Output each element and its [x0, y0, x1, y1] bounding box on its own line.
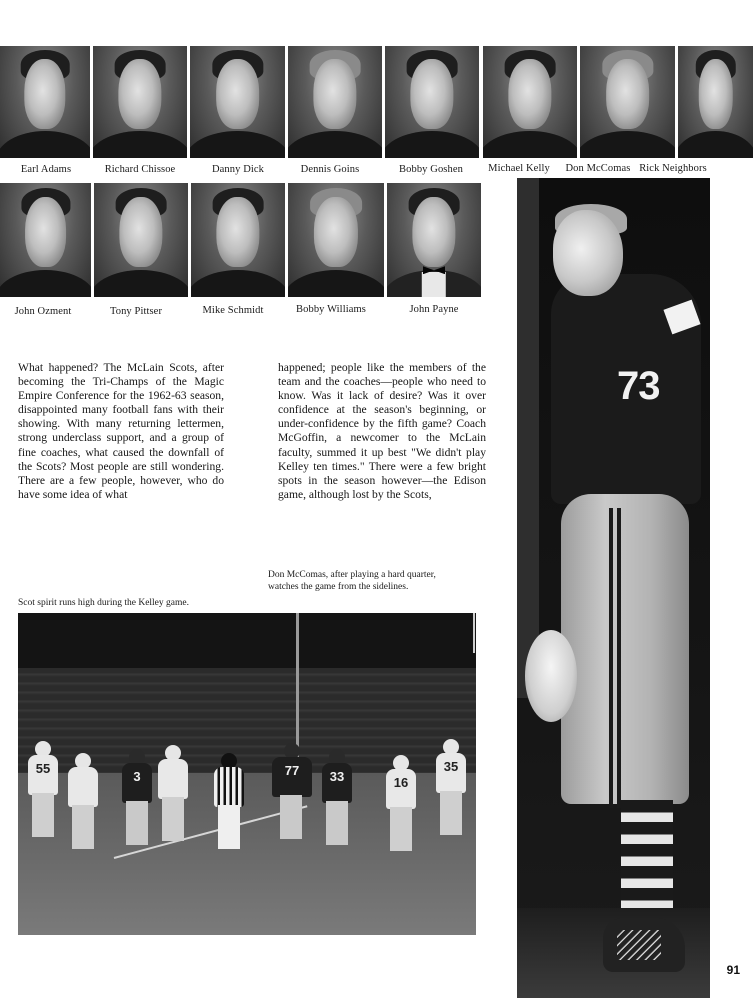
game-player-16: 16: [386, 755, 416, 855]
game-player-77: 77: [272, 743, 312, 843]
caption-rick-neighbors: Rick Neighbors: [639, 163, 707, 174]
caption-don-mccomas: Don McComas: [565, 163, 631, 174]
mccomas-sideline-photo: [517, 178, 710, 998]
caption-michael-kelly: Michael Kelly: [488, 163, 550, 174]
jersey-number-73: 73: [617, 364, 660, 408]
portrait-tony-pittser: [94, 183, 188, 297]
game-player: [158, 745, 188, 845]
caption-earl-adams: Earl Adams: [20, 164, 72, 175]
portrait-bobby-goshen: [385, 46, 479, 158]
portrait-richard-chissoe: [93, 46, 187, 158]
shoe-laces: [617, 930, 661, 960]
caption-dennis-goins: Dennis Goins: [300, 164, 360, 175]
portrait-john-ozment: [0, 183, 91, 297]
held-helmet: [525, 630, 577, 722]
kelley-game-photo: [18, 613, 476, 935]
portrait-bobby-williams: [288, 183, 384, 297]
portrait-dennis-goins: [288, 46, 382, 158]
game-referee: [214, 753, 244, 853]
page-number: 91: [726, 963, 740, 977]
mccomas-caption: [268, 570, 508, 593]
game-player-3: 3: [122, 749, 152, 849]
portrait-mike-schmidt: [191, 183, 285, 297]
mccomas-caption-line-2: watches the game from the sidelines.: [268, 581, 409, 592]
game-player: [68, 753, 98, 853]
caption-bobby-williams: Bobby Williams: [296, 304, 366, 315]
player-socks: [621, 800, 673, 920]
caption-richard-chissoe: Richard Chissoe: [104, 164, 176, 175]
pants-stripe: [609, 508, 613, 808]
article-column-1: What happened? The McLain Scots, after becoming the Tri-Champs of the Magic Empire Conference for the 1962-63 season, disappointed many football fans with their showing. With many returning lettermen, strong underclass support, and a group of fine coaches, what caused the downfall of the Scots? Most people are still wondering. There are a few people, however, who do have some idea of what: [18, 361, 224, 501]
photo-background-figure: [517, 178, 539, 698]
portrait-michael-kelly: [483, 46, 577, 158]
spirit-caption: Scot spirit runs high during the Kelley game.: [18, 598, 189, 608]
article-column-2: happened; people like the members of the team and the coaches—people who need to know. Was it lack of desire? Was it over confidence at the season's beginning, or under-confidence by the fifth game? Coach McGoffin, a newcomer to the McLain faculty, summed it up best "We didn't play Kelley ten times." There were a few bright spots in the season however—the Edison game, although lost by the Scots,: [278, 361, 486, 501]
game-player-35: 35: [436, 739, 466, 839]
portrait-don-mccomas: [580, 46, 675, 158]
portrait-john-payne: [387, 183, 481, 297]
player-head: [553, 210, 623, 296]
photo-pole-right: [473, 613, 475, 653]
game-player-33: 33: [322, 749, 352, 849]
caption-bobby-goshen: Bobby Goshen: [399, 164, 463, 175]
caption-john-ozment: John Ozment: [14, 306, 72, 317]
caption-danny-dick: Danny Dick: [211, 164, 265, 175]
caption-mike-schmidt: Mike Schmidt: [202, 305, 264, 316]
game-player-55: 55: [28, 741, 58, 841]
portrait-danny-dick: [190, 46, 285, 158]
player-pants: [561, 494, 689, 804]
portrait-rick-neighbors: [678, 46, 753, 158]
caption-tony-pittser: Tony Pittser: [109, 306, 163, 317]
portrait-earl-adams: [0, 46, 90, 158]
caption-john-payne: John Payne: [409, 304, 459, 315]
pants-stripe: [617, 508, 621, 808]
mccomas-caption-line-1: Don McComas, after playing a hard quarter,: [268, 570, 436, 580]
